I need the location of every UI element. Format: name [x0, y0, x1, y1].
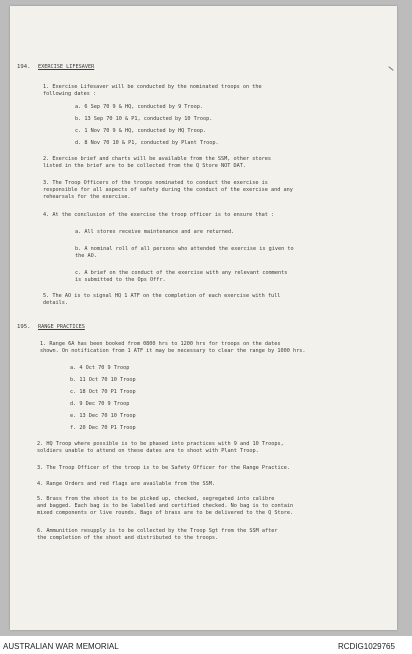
s194-para3-line3: rehearsals for the exercise.: [43, 194, 131, 200]
s195-para4: 4. Range Orders and red flags are available from the SSM.: [37, 481, 216, 487]
s194-item-a: a. 6 Sep 70 9 & HQ, conducted by 9 Troop.: [75, 104, 204, 110]
s195-item-d: d. 9 Dec 70 9 Troop: [70, 401, 130, 407]
s194-para4: 4. At the conclusion of the exercise the troop officer is to ensure that :: [43, 212, 275, 218]
s195-item-f: f. 20 Dec 70 P1 Troop: [70, 425, 136, 431]
s194-para5-line1: 5. The AO is to signal HQ 1 ATF on the completion of each exercise with full: [43, 293, 281, 299]
s195-para2-line2: soldiers unable to attend on these dates are to shoot with Plant Troop.: [37, 448, 259, 454]
s195-para5-line2: and bagged. Each bag is to be labelled and certified checked. No bag is to contain: [37, 503, 294, 509]
s194-para2-line2: listed in the brief are to be collected from the Q Store NOT DAT.: [43, 163, 247, 169]
s195-item-b: b. 11 Oct 70 10 Troop: [70, 377, 136, 383]
s195-item-a: a. 4 Oct 70 9 Troop: [70, 365, 130, 371]
s194-para4-item-b-line1: b. A nominal roll of all persons who attended the exercise is given to: [75, 246, 294, 252]
s195-para5-line1: 5. Brass from the shoot is to be picked up, checked, segregated into calibre: [37, 496, 275, 502]
s195-para1-line1: 1. Range 6A has been booked from 0800 hrs to 1200 hrs for troops on the dates: [40, 341, 281, 347]
footer-institution: AUSTRALIAN WAR MEMORIAL: [3, 642, 119, 651]
s194-para3-line1: 3. The Troop Officers of the troops nominated to conduct the exercise is: [43, 180, 268, 186]
s194-para4-item-c-line2: is submitted to the Ops Offr.: [75, 277, 166, 283]
s194-item-b: b. 13 Sep 70 10 & P1, conducted by 10 Troop.: [75, 116, 213, 122]
s194-para2-line1: 2. Exercise brief and charts will be available from the SSM, other stores: [43, 156, 271, 162]
s195-item-c: c. 18 Oct 70 P1 Troop: [70, 389, 136, 395]
s194-para1-line2: following dates :: [43, 91, 97, 97]
section-195-heading: RANGE PRACTICES: [38, 324, 85, 330]
s194-item-d: d. 8 Nov 70 10 & P1, conducted by Plant Troop.: [75, 140, 219, 146]
footer-record-id: RCDIG1029765: [338, 642, 395, 651]
section-194-heading: EXERCISE LIFESAVER: [38, 64, 95, 70]
s194-para5-line2: details.: [43, 300, 68, 306]
s195-para1-line2: shown. On notification from 1 ATF it may be necessary to clear the range by 1000 hrs.: [40, 348, 306, 354]
s195-para2-line1: 2. HQ Troop where possible is to be phased into practices with 9 and 10 Troops,: [37, 441, 284, 447]
archive-footer: [0, 636, 412, 654]
s194-item-c: c. 1 Nov 70 9 & HQ, conducted by HQ Troop.: [75, 128, 207, 134]
section-195-number: 195.: [17, 324, 31, 330]
s195-item-e: e. 13 Dec 70 10 Troop: [70, 413, 136, 419]
s195-para5-line3: mixed components or live rounds. Bags of brass are to be delivered to the Q Store.: [37, 510, 294, 516]
s195-para6-line1: 6. Ammunition resupply is to be collected by the Troop Sgt from the SSM after: [37, 528, 278, 534]
s194-para4-item-a: a. All stores receive maintenance and are returned.: [75, 229, 235, 235]
s195-para3: 3. The Troop Officer of the troop is to be Safety Officer for the Range Practice.: [37, 465, 290, 471]
s194-para1-line1: 1. Exercise Lifesaver will be conducted by the nominated troops on the: [43, 84, 262, 90]
s195-para6-line2: the completion of the shoot and distributed to the troops.: [37, 535, 219, 541]
s194-para4-item-b-line2: the AO.: [75, 253, 97, 259]
section-194-number: 194.: [17, 64, 31, 70]
s194-para4-item-c-line1: c. A brief on the conduct of the exercise with any relevant comments: [75, 270, 288, 276]
s194-para3-line2: responsible for all aspects of safety during the conduct of the exercise and any: [43, 187, 293, 193]
